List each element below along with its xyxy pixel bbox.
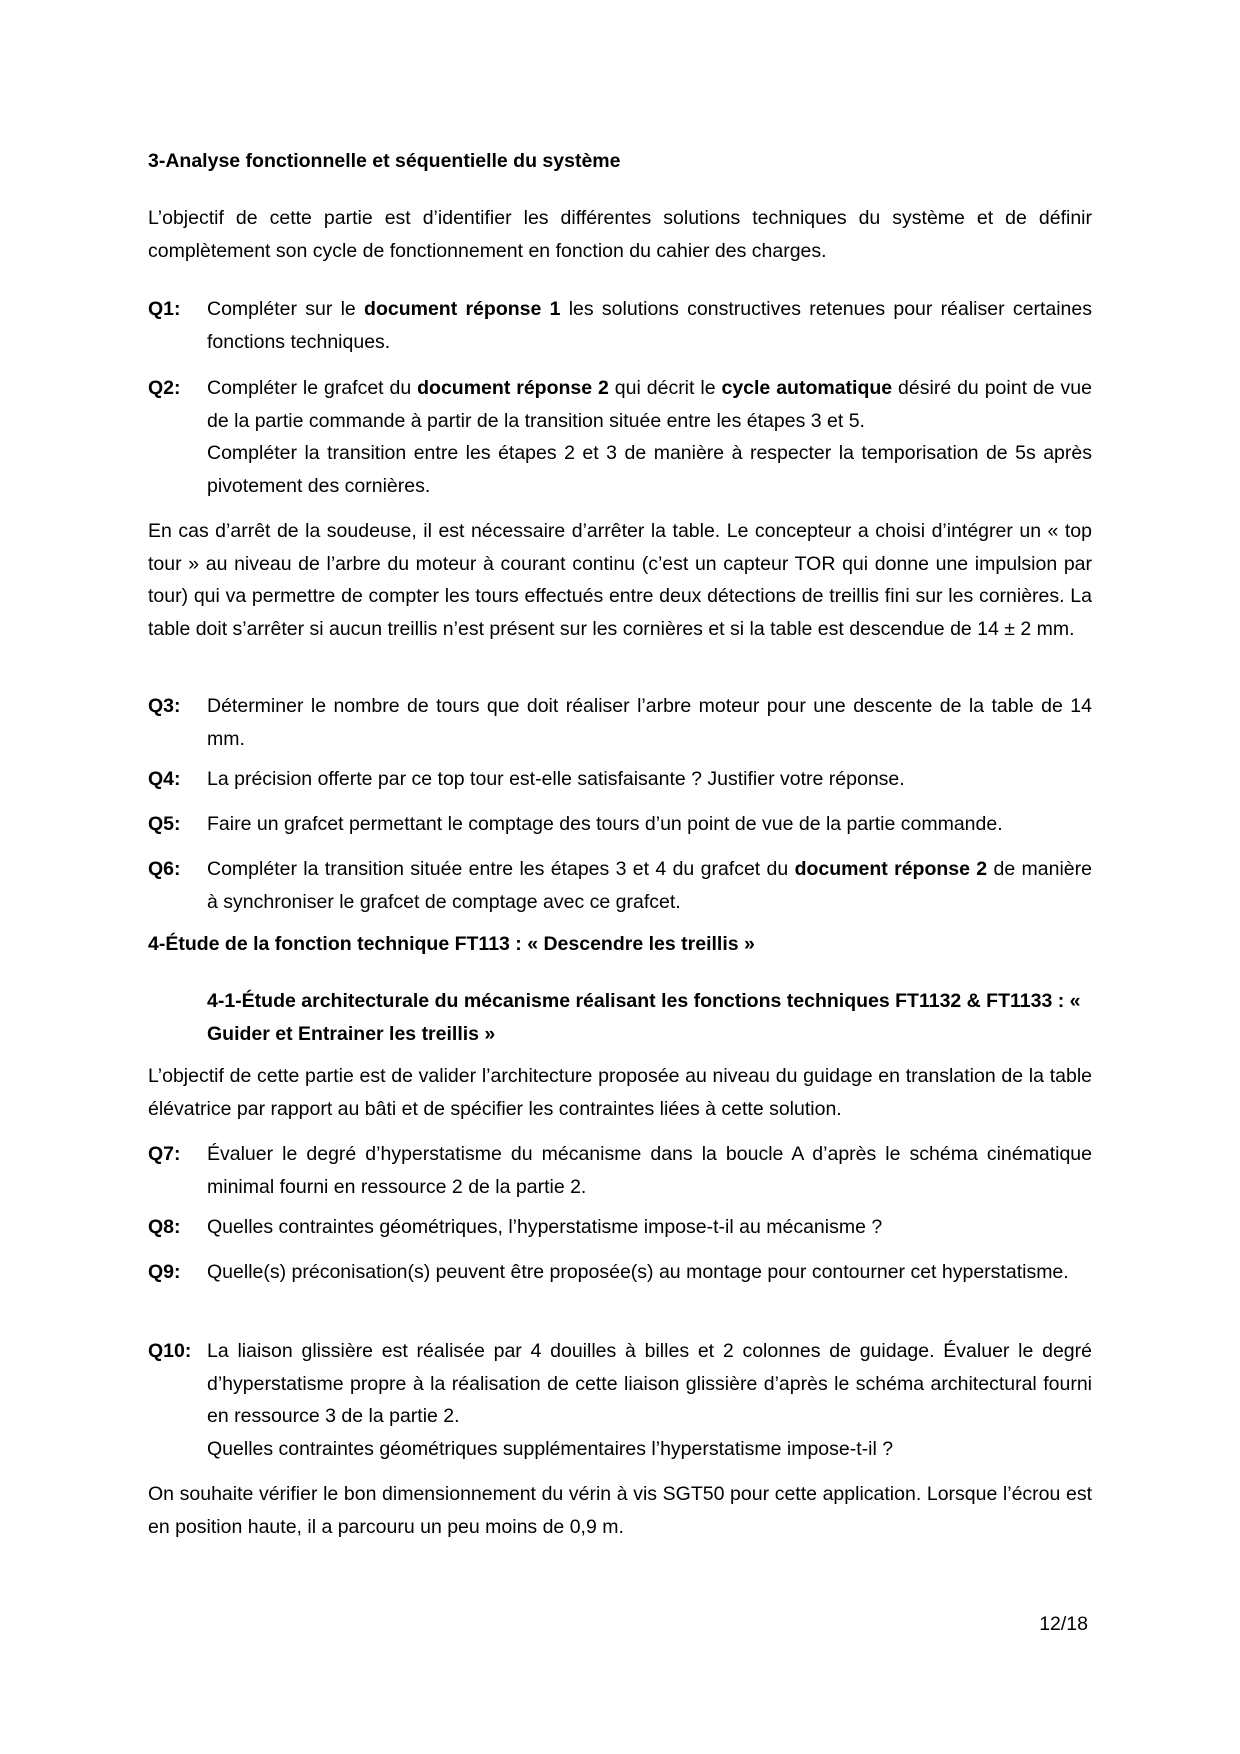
paragraph-architecture: L’objectif de cette partie est de valider l’architecture proposée au niveau du guidage en translation de la table élévatrice par rapport au bâti et de spécifier les contraintes liées à cette solution.: [148, 1065, 1092, 1120]
section-4-1-title: 4-1-Étude architecturale du mécanisme réalisant les fonctions techniques FT1132 & FT1133 : « Guider et Entrainer les treillis »: [207, 990, 1081, 1045]
q8-text: Quelles contraintes géométriques, l’hyperstatisme impose-t-il au mécanisme ?: [207, 1216, 883, 1238]
section-3-title: 3-Analyse fonctionnelle et séquentielle du système: [148, 150, 621, 172]
q5-label: Q5:: [148, 813, 181, 835]
section-4-title: 4-Étude de la fonction technique FT113 : « Descendre les treillis »: [148, 933, 755, 955]
q4-label: Q4:: [148, 768, 181, 790]
q2-label: Q2:: [148, 377, 181, 399]
q6-label: Q6:: [148, 858, 181, 880]
q6-text: Compléter la transition située entre les étapes 3 et 4 du grafcet du document réponse 2 de manière à synchroniser le grafcet de comptage avec ce grafcet.: [207, 858, 1092, 913]
q2-text: Compléter le grafcet du document réponse 2 qui décrit le cycle automatique désiré du point de vue de la partie commande à partir de la transition située entre les étapes 3 et 5. Compléter la transition entre les étapes 2 et 3 de manière à respecter la temporisation de 5s après pivotement des cornières.: [207, 377, 1092, 497]
q8-label: Q8:: [148, 1216, 181, 1238]
paragraph-verin: On souhaite vérifier le bon dimensionnement du vérin à vis SGT50 pour cette application. Lorsque l’écrou est en position haute, il a parcouru un peu moins de 0,9 m.: [148, 1483, 1092, 1538]
section-3-intro: L’objectif de cette partie est d’identifier les différentes solutions techniques du système et de définir complètement son cycle de fonctionnement en fonction du cahier des charges.: [148, 207, 1092, 262]
q9-text: Quelle(s) préconisation(s) peuvent être proposée(s) au montage pour contourner cet hyperstatisme.: [207, 1261, 1069, 1283]
q10-label: Q10:: [148, 1340, 192, 1362]
q9-label: Q9:: [148, 1261, 181, 1283]
q4-text: La précision offerte par ce top tour est-elle satisfaisante ? Justifier votre réponse.: [207, 768, 905, 790]
q1-label: Q1:: [148, 298, 181, 320]
q10-text: La liaison glissière est réalisée par 4 douilles à billes et 2 colonnes de guidage. Évaluer le degré d’hyperstatisme propre à la réalisation de cette liaison glissière d’après le schéma architectural fourni en ressource 3 de la partie 2. Quelles contraintes géométriques supplémentaires l’hyperstatisme impose-t-il ?: [207, 1340, 1092, 1460]
q5-text: Faire un grafcet permettant le comptage des tours d’un point de vue de la partie commande.: [207, 813, 1003, 835]
q1-text: Compléter sur le document réponse 1 les solutions constructives retenues pour réaliser certaines fonctions techniques.: [207, 298, 1092, 353]
page-number: 12/18: [1039, 1613, 1088, 1635]
q7-text: Évaluer le degré d’hyperstatisme du mécanisme dans la boucle A d’après le schéma cinématique minimal fourni en ressource 2 de la partie 2.: [207, 1143, 1092, 1198]
paragraph-arret-soudeuse: En cas d’arrêt de la soudeuse, il est nécessaire d’arrêter la table. Le concepteur a choisi d’intégrer un « top tour » au niveau de l’arbre du moteur à courant continu (c’est un capteur TOR qui donne une impulsion par tour) qui va permettre de compter les tours effectués entre deux détections de treillis fini sur les cornières. La table doit s’arrêter si aucun treillis n’est présent sur les cornières et si la table est descendue de 14 ± 2 mm.: [148, 520, 1092, 640]
q3-text: Déterminer le nombre de tours que doit réaliser l’arbre moteur pour une descente de la table de 14 mm.: [207, 695, 1092, 750]
q3-label: Q3:: [148, 695, 181, 717]
q7-label: Q7:: [148, 1143, 181, 1165]
